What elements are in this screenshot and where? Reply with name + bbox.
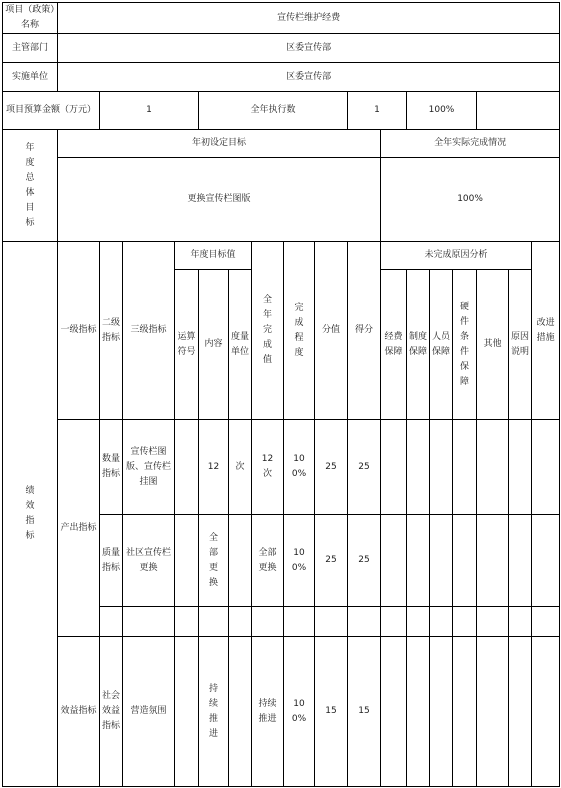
row-level3: 宣传栏图版、宣传栏挂图 (123, 420, 175, 515)
h-rate: 完成程度 (284, 242, 315, 420)
row-system (407, 607, 430, 637)
project-name-label: 项目（政策）名称 (3, 3, 58, 34)
h-content: 内容 (199, 270, 229, 420)
exec-label: 全年执行数 (199, 92, 348, 130)
row-score (315, 607, 348, 637)
performance-table (2, 2, 560, 787)
exec-rate: 100% (407, 92, 477, 130)
h-system: 制度保障 (407, 270, 430, 420)
annual-target-header: 年初设定目标 (58, 130, 381, 158)
annual-actual-value: 100% (381, 158, 560, 242)
row-fund (381, 420, 407, 515)
row-staff (430, 607, 453, 637)
annual-label: 年度总体目标 (3, 130, 58, 242)
row-content: 12 (199, 420, 229, 515)
row-explain (509, 420, 532, 515)
row-done (252, 607, 284, 637)
row-op (175, 515, 199, 607)
row-got (348, 607, 381, 637)
row-rate (284, 607, 315, 637)
h-improve: 改进措施 (532, 242, 560, 420)
row-level2: 质量指标 (100, 515, 123, 607)
exec-value: 1 (348, 92, 407, 130)
row-score: 25 (315, 420, 348, 515)
annual-target-value: 更换宣传栏图版 (58, 158, 381, 242)
row-hardware (453, 420, 477, 515)
row-score: 25 (315, 515, 348, 607)
row-improve (532, 515, 560, 607)
benefit-label: 效益指标 (58, 637, 100, 787)
h-annual-value: 年度目标值 (175, 242, 252, 270)
row-system (407, 637, 430, 787)
dept-label: 主管部门 (3, 34, 58, 63)
row-op (175, 637, 199, 787)
row-level3: 社区宣传栏更换 (123, 515, 175, 607)
row-level3: 营造氛围 (123, 637, 175, 787)
row-hardware (453, 515, 477, 607)
row-level2: 社会效益指标 (100, 637, 123, 787)
row-staff (430, 420, 453, 515)
h-got: 得分 (348, 242, 381, 420)
impl-label: 实施单位 (3, 63, 58, 92)
h-fund: 经费保障 (381, 270, 407, 420)
row-explain (509, 607, 532, 637)
h-level1: 一级指标 (58, 242, 100, 420)
row-content: 全部更换 (199, 515, 229, 607)
h-op: 运算符号 (175, 270, 199, 420)
row-got: 25 (348, 515, 381, 607)
row-improve (532, 637, 560, 787)
h-score: 分值 (315, 242, 348, 420)
row-system (407, 515, 430, 607)
h-staff: 人员保障 (430, 270, 453, 420)
row-fund (381, 515, 407, 607)
row-fund (381, 637, 407, 787)
row-explain (509, 515, 532, 607)
project-name-value: 宣传栏维护经费 (58, 3, 560, 34)
h-other: 其他 (477, 270, 509, 420)
h-unit: 度量单位 (229, 270, 252, 420)
row-score: 15 (315, 637, 348, 787)
row-content (199, 607, 229, 637)
row-unit: 次 (229, 420, 252, 515)
row-op (175, 607, 199, 637)
row-other (477, 637, 509, 787)
h-level2: 二级指标 (100, 242, 123, 420)
row-improve (532, 607, 560, 637)
row-done: 全部更换 (252, 515, 284, 607)
impl-value: 区委宣传部 (58, 63, 560, 92)
row-rate: 100% (284, 637, 315, 787)
row-got: 25 (348, 420, 381, 515)
h-hardware: 硬件条件保障 (453, 270, 477, 420)
row-content: 持续推进 (199, 637, 229, 787)
row-other (477, 607, 509, 637)
row-hardware (453, 637, 477, 787)
row-level2 (100, 607, 123, 637)
row-hardware (453, 607, 477, 637)
output-label: 产出指标 (58, 420, 100, 637)
annual-actual-header: 全年实际完成情况 (381, 130, 560, 158)
row-unit (229, 515, 252, 607)
budget-value: 1 (100, 92, 199, 130)
h-explain: 原因说明 (509, 270, 532, 420)
exec-blank (477, 92, 560, 130)
row-staff (430, 515, 453, 607)
h-reason: 未完成原因分析 (381, 242, 532, 270)
row-fund (381, 607, 407, 637)
h-year-done: 全年完成值 (252, 242, 284, 420)
row-improve (532, 420, 560, 515)
budget-label: 项目预算金额（万元） (3, 92, 100, 130)
row-got: 15 (348, 637, 381, 787)
row-staff (430, 637, 453, 787)
row-explain (509, 637, 532, 787)
row-done: 12次 (252, 420, 284, 515)
row-other (477, 420, 509, 515)
row-other (477, 515, 509, 607)
row-rate: 100% (284, 515, 315, 607)
row-system (407, 420, 430, 515)
h-level3: 三级指标 (123, 242, 175, 420)
row-done: 持续推进 (252, 637, 284, 787)
dept-value: 区委宣传部 (58, 34, 560, 63)
row-level3 (123, 607, 175, 637)
row-rate: 100% (284, 420, 315, 515)
row-unit (229, 637, 252, 787)
row-unit (229, 607, 252, 637)
perf-label: 绩效指标 (3, 242, 58, 787)
row-level2: 数量指标 (100, 420, 123, 515)
row-op (175, 420, 199, 515)
